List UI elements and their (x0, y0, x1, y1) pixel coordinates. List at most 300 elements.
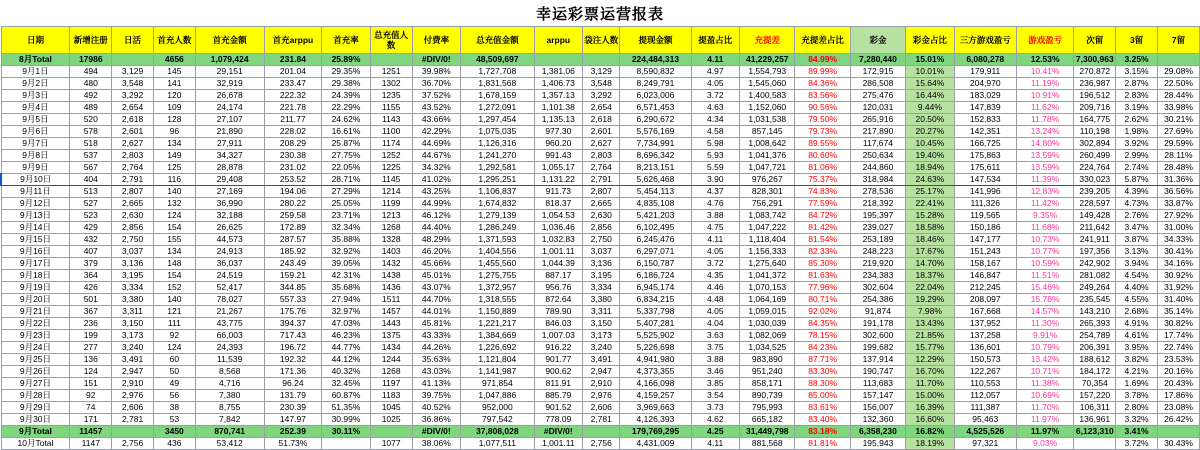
cell-caijin[interactable]: 302,600 (850, 330, 905, 342)
cell-game_win[interactable]: 14.57% (1016, 306, 1074, 318)
cell-d7[interactable]: 28.48% (1157, 162, 1199, 174)
cell-new_bet[interactable]: 567 (70, 162, 112, 174)
cell-total_charge_amount[interactable]: 1,075,035 (461, 126, 534, 138)
cell-first_charge_people[interactable]: 154 (153, 270, 195, 282)
cell-date[interactable]: 9月11日 (1, 186, 70, 198)
cell-first_charge_arppu[interactable]: 172.89 (264, 222, 322, 234)
cell-total_charge_amount[interactable]: 1,241,270 (461, 150, 534, 162)
cell-withdraw_people[interactable]: 3,311 (583, 306, 620, 318)
cell-withdraw_people[interactable]: 3,240 (583, 342, 620, 354)
cell-d7[interactable]: 31.36% (1157, 174, 1199, 186)
cell-third_game_win[interactable]: 175,611 (954, 162, 1016, 174)
cell-date[interactable]: 9月16日 (1, 246, 70, 258)
cell-first_charge_arppu[interactable]: 171.36 (264, 366, 322, 378)
cell-d3[interactable]: 4.91% (1116, 318, 1158, 330)
cell-caijin_zhan_bi[interactable]: 11.70% (906, 378, 955, 390)
cell-caijin_zhan_bi[interactable]: 18.46% (906, 234, 955, 246)
cell-withdraw_amount[interactable]: 5,407,281 (620, 318, 691, 330)
cell-withdraw_people[interactable]: 2,665 (583, 198, 620, 210)
cell-withdraw_people[interactable]: 2,807 (583, 186, 620, 198)
cell-first_charge_rate[interactable]: 23.71% (322, 210, 371, 222)
cell-d2[interactable]: 143,210 (1074, 306, 1116, 318)
cell-arppu[interactable]: 872.64 (534, 294, 583, 306)
cell-caijin[interactable]: 7,280,440 (850, 54, 905, 66)
cell-withdraw_amount[interactable]: 179,769,295 (620, 426, 691, 438)
cell-first_charge_people[interactable]: 116 (153, 174, 195, 186)
cell-withdraw_people[interactable]: 2,856 (583, 222, 620, 234)
cell-pay_rate[interactable]: 44.70% (412, 294, 461, 306)
cell-game_win[interactable]: 13.24% (1016, 126, 1074, 138)
cell-first_charge_rate[interactable]: 30.11% (322, 426, 371, 438)
cell-first_charge_arppu[interactable]: 259.58 (264, 210, 322, 222)
table-row[interactable] (1, 138, 1200, 150)
cell-withdraw_people[interactable] (583, 426, 620, 438)
cell-caijin[interactable]: 219,920 (850, 258, 905, 270)
cell-withdraw_rate[interactable]: 4.05 (691, 78, 740, 90)
cell-first_charge_rate[interactable]: 25.87% (322, 138, 371, 150)
cell-arppu[interactable]: 977.30 (534, 126, 583, 138)
cell-total_charge_people[interactable]: 1436 (370, 282, 412, 294)
cell-game_win[interactable]: 10.77% (1016, 246, 1074, 258)
cell-caijin[interactable]: 239,027 (850, 222, 905, 234)
cell-d2[interactable]: 249,264 (1074, 282, 1116, 294)
cell-game_win[interactable]: 10.71% (1016, 366, 1074, 378)
cell-third_game_win[interactable]: 141,996 (954, 186, 1016, 198)
cell-chong_ti_cha[interactable]: 1,545,060 (740, 78, 795, 90)
cell-first_charge_rate[interactable]: 32.45% (322, 378, 371, 390)
cell-first_charge_people[interactable]: 152 (153, 282, 195, 294)
cell-third_game_win[interactable]: 147,839 (954, 102, 1016, 114)
cell-first_charge_amount[interactable]: 7,380 (195, 390, 264, 402)
cell-chong_ti_cha_bi[interactable]: 85.00% (795, 390, 850, 402)
table-row[interactable] (1, 126, 1200, 138)
cell-dau[interactable] (112, 426, 154, 438)
cell-d3[interactable]: 3.95% (1116, 342, 1158, 354)
cell-first_charge_amount[interactable]: 1,079,424 (195, 54, 264, 66)
cell-d2[interactable]: 228,597 (1074, 198, 1116, 210)
cell-d3[interactable]: 3.15% (1116, 66, 1158, 78)
cell-withdraw_people[interactable]: 2,791 (583, 174, 620, 186)
cell-withdraw_amount[interactable]: 6,186,724 (620, 270, 691, 282)
cell-game_win[interactable]: 15.78% (1016, 294, 1074, 306)
cell-chong_ti_cha_bi[interactable]: 85.30% (795, 258, 850, 270)
cell-chong_ti_cha_bi[interactable]: 77.96% (795, 282, 850, 294)
cell-first_charge_amount[interactable]: 21,267 (195, 306, 264, 318)
cell-chong_ti_cha_bi[interactable]: 89.99% (795, 66, 850, 78)
cell-dau[interactable]: 2,627 (112, 138, 154, 150)
cell-chong_ti_cha[interactable]: 1,156,333 (740, 246, 795, 258)
table-row[interactable] (1, 222, 1200, 234)
table-row[interactable] (1, 246, 1200, 258)
cell-total_charge_people[interactable]: 1252 (370, 150, 412, 162)
cell-caijin_zhan_bi[interactable]: 17.67% (906, 246, 955, 258)
cell-pay_rate[interactable]: 41.13% (412, 378, 461, 390)
cell-chong_ti_cha_bi[interactable]: 83.56% (795, 90, 850, 102)
cell-pay_rate[interactable]: 34.32% (412, 162, 461, 174)
cell-arppu[interactable]: 956.76 (534, 282, 583, 294)
cell-third_game_win[interactable]: 183,029 (954, 90, 1016, 102)
cell-withdraw_people[interactable]: 2,630 (583, 210, 620, 222)
cell-withdraw_people[interactable]: 2,756 (583, 438, 620, 450)
cell-new_bet[interactable]: 513 (70, 186, 112, 198)
cell-first_charge_people[interactable]: 3450 (153, 426, 195, 438)
cell-game_win[interactable]: 11.68% (1016, 222, 1074, 234)
cell-first_charge_people[interactable]: 132 (153, 198, 195, 210)
cell-d7[interactable]: 29.59% (1157, 138, 1199, 150)
cell-total_charge_people[interactable]: 1457 (370, 306, 412, 318)
cell-caijin[interactable]: 156,007 (850, 402, 905, 414)
cell-third_game_win[interactable]: 122,267 (954, 366, 1016, 378)
cell-d3[interactable]: 4.55% (1116, 294, 1158, 306)
cell-arppu[interactable]: 1,036.46 (534, 222, 583, 234)
cell-first_charge_arppu[interactable]: 192.32 (264, 354, 322, 366)
cell-chong_ti_cha[interactable]: 1,118,404 (740, 234, 795, 246)
cell-withdraw_rate[interactable]: 4.62 (691, 414, 740, 426)
table-row[interactable] (1, 90, 1200, 102)
cell-first_charge_amount[interactable]: 27,911 (195, 138, 264, 150)
cell-first_charge_amount[interactable]: 24,174 (195, 102, 264, 114)
cell-chong_ti_cha[interactable]: 1,047,222 (740, 222, 795, 234)
cell-total_charge_amount[interactable]: 1,674,832 (461, 198, 534, 210)
cell-total_charge_amount[interactable]: 1,372,957 (461, 282, 534, 294)
cell-first_charge_rate[interactable]: 42.31% (322, 270, 371, 282)
cell-d7[interactable]: 31.92% (1157, 282, 1199, 294)
cell-arppu[interactable]: 1,357.13 (534, 90, 583, 102)
cell-withdraw_people[interactable]: 2,803 (583, 150, 620, 162)
cell-withdraw_amount[interactable]: 5,421,203 (620, 210, 691, 222)
cell-d7[interactable]: 28.44% (1157, 90, 1199, 102)
cell-pay_rate[interactable]: 41.02% (412, 174, 461, 186)
table-row[interactable] (1, 102, 1200, 114)
cell-withdraw_amount[interactable]: 3,969,663 (620, 402, 691, 414)
cell-first_charge_amount[interactable]: 53,412 (195, 438, 264, 450)
cell-new_bet[interactable]: 277 (70, 342, 112, 354)
cell-new_bet[interactable]: 11457 (70, 426, 112, 438)
cell-caijin_zhan_bi[interactable]: 24.63% (906, 174, 955, 186)
cell-withdraw_amount[interactable]: 6,023,006 (620, 90, 691, 102)
cell-caijin_zhan_bi[interactable]: 22.41% (906, 198, 955, 210)
cell-first_charge_amount[interactable]: 8,755 (195, 402, 264, 414)
cell-d2[interactable]: 260,499 (1074, 150, 1116, 162)
cell-new_bet[interactable]: 523 (70, 210, 112, 222)
cell-dau[interactable]: 2,807 (112, 186, 154, 198)
cell-pay_rate[interactable]: #DIV/0! (412, 54, 461, 66)
cell-game_win[interactable]: 13.59% (1016, 150, 1074, 162)
cell-d7[interactable]: 33.98% (1157, 102, 1199, 114)
cell-arppu[interactable]: 900.62 (534, 366, 583, 378)
cell-caijin_zhan_bi[interactable]: 18.19% (906, 438, 955, 450)
cell-pay_rate[interactable]: 44.67% (412, 150, 461, 162)
cell-caijin_zhan_bi[interactable]: 19.29% (906, 294, 955, 306)
cell-d7[interactable]: 22.50% (1157, 78, 1199, 90)
cell-total_charge_amount[interactable]: 1,047,886 (461, 390, 534, 402)
cell-arppu[interactable]: 1,001.11 (534, 246, 583, 258)
cell-d2[interactable]: 106,311 (1074, 402, 1116, 414)
cell-first_charge_people[interactable]: 134 (153, 138, 195, 150)
table-row[interactable] (1, 198, 1200, 210)
cell-d7[interactable]: 20.16% (1157, 366, 1199, 378)
cell-first_charge_rate[interactable]: 29.38% (322, 78, 371, 90)
cell-d2[interactable]: 235,545 (1074, 294, 1116, 306)
cell-caijin_zhan_bi[interactable]: 16.82% (906, 426, 955, 438)
table-row[interactable] (1, 114, 1200, 126)
cell-third_game_win[interactable]: 204,970 (954, 78, 1016, 90)
cell-withdraw_people[interactable]: 2,654 (583, 102, 620, 114)
cell-withdraw_people[interactable]: 2,764 (583, 162, 620, 174)
table-row[interactable] (1, 162, 1200, 174)
cell-first_charge_rate[interactable]: 35.88% (322, 234, 371, 246)
cell-third_game_win[interactable]: 111,387 (954, 402, 1016, 414)
cell-total_charge_people[interactable]: 1025 (370, 414, 412, 426)
cell-pay_rate[interactable]: #DIV/0! (412, 426, 461, 438)
cell-chong_ti_cha_bi[interactable]: 83.61% (795, 402, 850, 414)
cell-first_charge_rate[interactable]: 27.94% (322, 294, 371, 306)
cell-withdraw_people[interactable] (583, 54, 620, 66)
cell-total_charge_people[interactable]: 1432 (370, 258, 412, 270)
cell-caijin_zhan_bi[interactable]: 12.29% (906, 354, 955, 366)
cell-date[interactable]: 9月24日 (1, 342, 70, 354)
cell-arppu[interactable]: 960.20 (534, 138, 583, 150)
cell-d7[interactable]: 27.69% (1157, 126, 1199, 138)
cell-d2[interactable]: 239,205 (1074, 186, 1116, 198)
cell-pay_rate[interactable]: 40.52% (412, 402, 461, 414)
cell-withdraw_people[interactable]: 3,491 (583, 354, 620, 366)
cell-caijin[interactable]: 190,747 (850, 366, 905, 378)
cell-total_charge_amount[interactable]: 1,106,837 (461, 186, 534, 198)
cell-game_win[interactable]: 11.42% (1016, 198, 1074, 210)
cell-withdraw_people[interactable]: 2,947 (583, 366, 620, 378)
cell-third_game_win[interactable]: 136,601 (954, 342, 1016, 354)
cell-dau[interactable]: 3,129 (112, 66, 154, 78)
cell-first_charge_amount[interactable]: 24,393 (195, 342, 264, 354)
cell-caijin[interactable]: 91,874 (850, 306, 905, 318)
cell-pay_rate[interactable]: 35.63% (412, 354, 461, 366)
cell-total_charge_people[interactable]: 1213 (370, 210, 412, 222)
cell-withdraw_rate[interactable]: 3.75 (691, 342, 740, 354)
cell-withdraw_amount[interactable]: 8,590,832 (620, 66, 691, 78)
cell-withdraw_rate[interactable]: 4.05 (691, 306, 740, 318)
cell-caijin[interactable]: 195,943 (850, 438, 905, 450)
cell-first_charge_amount[interactable]: 34,327 (195, 150, 264, 162)
cell-first_charge_rate[interactable]: 32.92% (322, 246, 371, 258)
cell-d2[interactable]: 302,894 (1074, 138, 1116, 150)
cell-d7[interactable]: 34.16% (1157, 258, 1199, 270)
cell-third_game_win[interactable]: 137,952 (954, 318, 1016, 330)
cell-first_charge_rate[interactable]: 30.99% (322, 414, 371, 426)
cell-first_charge_people[interactable]: 148 (153, 258, 195, 270)
cell-arppu[interactable]: 818.37 (534, 198, 583, 210)
cell-new_bet[interactable]: 364 (70, 270, 112, 282)
cell-total_charge_people[interactable]: 1434 (370, 342, 412, 354)
cell-date[interactable]: 9月5日 (1, 114, 70, 126)
cell-d2[interactable]: 206,391 (1074, 342, 1116, 354)
cell-d2[interactable]: 270,872 (1074, 66, 1116, 78)
cell-pay_rate[interactable]: 45.81% (412, 318, 461, 330)
cell-dau[interactable]: 2,750 (112, 234, 154, 246)
cell-game_win[interactable]: 10.79% (1016, 342, 1074, 354)
cell-dau[interactable]: 2,756 (112, 438, 154, 450)
cell-arppu[interactable]: 778.09 (534, 414, 583, 426)
cell-d7[interactable]: 22.74% (1157, 342, 1199, 354)
cell-game_win[interactable]: 11.70% (1016, 402, 1074, 414)
cell-d3[interactable]: 4.21% (1116, 366, 1158, 378)
cell-chong_ti_cha[interactable]: 1,152,060 (740, 102, 795, 114)
cell-arppu[interactable]: 1,101.38 (534, 102, 583, 114)
cell-dau[interactable]: 3,150 (112, 318, 154, 330)
cell-d7[interactable]: 26.42% (1157, 414, 1199, 426)
cell-new_bet[interactable]: 367 (70, 306, 112, 318)
cell-total_charge_amount[interactable]: 1,384,669 (461, 330, 534, 342)
cell-caijin[interactable]: 191,178 (850, 318, 905, 330)
cell-first_charge_people[interactable]: 38 (153, 402, 195, 414)
cell-d3[interactable]: 2.76% (1116, 210, 1158, 222)
cell-withdraw_rate[interactable]: 5.59 (691, 162, 740, 174)
cell-game_win[interactable]: 14.80% (1016, 138, 1074, 150)
cell-third_game_win[interactable]: 151,243 (954, 246, 1016, 258)
cell-withdraw_rate[interactable]: 4.76 (691, 198, 740, 210)
cell-game_win[interactable]: 13.42% (1016, 354, 1074, 366)
cell-first_charge_amount[interactable]: 43,775 (195, 318, 264, 330)
cell-first_charge_rate[interactable]: 32.97% (322, 306, 371, 318)
cell-date[interactable]: 9月6日 (1, 126, 70, 138)
cell-first_charge_arppu[interactable]: 253.52 (264, 174, 322, 186)
cell-d3[interactable]: 2.99% (1116, 150, 1158, 162)
cell-withdraw_rate[interactable]: 4.97 (691, 66, 740, 78)
cell-d3[interactable]: 2.74% (1116, 162, 1158, 174)
cell-chong_ti_cha_bi[interactable]: 88.30% (795, 378, 850, 390)
cell-chong_ti_cha[interactable]: 1,070,153 (740, 282, 795, 294)
cell-date[interactable]: 9月Total (1, 426, 70, 438)
cell-date[interactable]: 9月4日 (1, 102, 70, 114)
cell-first_charge_arppu[interactable]: 196.72 (264, 342, 322, 354)
cell-first_charge_amount[interactable]: 26,625 (195, 222, 264, 234)
cell-new_bet[interactable]: 404 (70, 174, 112, 186)
cell-first_charge_people[interactable]: 50 (153, 366, 195, 378)
cell-chong_ti_cha_bi[interactable]: 84.36% (795, 78, 850, 90)
cell-first_charge_people[interactable]: 120 (153, 90, 195, 102)
cell-chong_ti_cha_bi[interactable]: 78.15% (795, 330, 850, 342)
cell-first_charge_amount[interactable]: 24,519 (195, 270, 264, 282)
cell-first_charge_arppu[interactable]: 231.02 (264, 162, 322, 174)
cell-arppu[interactable]: #DIV/0! (534, 426, 583, 438)
table-row[interactable] (1, 402, 1200, 414)
cell-date[interactable]: 9月17日 (1, 258, 70, 270)
cell-caijin[interactable]: 275,476 (850, 90, 905, 102)
cell-chong_ti_cha_bi[interactable]: 79.73% (795, 126, 850, 138)
cell-chong_ti_cha[interactable]: 983,890 (740, 354, 795, 366)
cell-withdraw_people[interactable]: 2,976 (583, 390, 620, 402)
cell-date[interactable]: 9月15日 (1, 234, 70, 246)
cell-pay_rate[interactable]: 37.52% (412, 90, 461, 102)
cell-chong_ti_cha[interactable]: 665,182 (740, 414, 795, 426)
cell-dau[interactable]: 2,976 (112, 390, 154, 402)
cell-third_game_win[interactable]: 208,097 (954, 294, 1016, 306)
cell-withdraw_amount[interactable]: 6,571,453 (620, 102, 691, 114)
cell-caijin[interactable]: 244,860 (850, 162, 905, 174)
cell-d2[interactable]: 157,220 (1074, 390, 1116, 402)
cell-first_charge_people[interactable]: 49 (153, 378, 195, 390)
cell-d2[interactable]: 242,902 (1074, 258, 1116, 270)
cell-game_win[interactable]: 9.35% (1016, 210, 1074, 222)
cell-chong_ti_cha[interactable]: 1,059,015 (740, 306, 795, 318)
cell-withdraw_amount[interactable]: 7,734,991 (620, 138, 691, 150)
cell-caijin[interactable]: 318,984 (850, 174, 905, 186)
cell-total_charge_amount[interactable]: 1,371,593 (461, 234, 534, 246)
cell-chong_ti_cha_bi[interactable]: 87.71% (795, 354, 850, 366)
cell-first_charge_rate[interactable] (322, 438, 371, 450)
cell-d7[interactable]: 34.33% (1157, 234, 1199, 246)
cell-caijin[interactable]: 253,189 (850, 234, 905, 246)
cell-withdraw_amount[interactable]: 5,454,113 (620, 186, 691, 198)
cell-withdraw_rate[interactable]: 3.85 (691, 378, 740, 390)
cell-date[interactable]: 9月2日 (1, 78, 70, 90)
cell-chong_ti_cha_bi[interactable]: 83.40% (795, 414, 850, 426)
cell-arppu[interactable]: 1,406.73 (534, 78, 583, 90)
cell-withdraw_people[interactable]: 2,606 (583, 402, 620, 414)
cell-d2[interactable]: 241,911 (1074, 234, 1116, 246)
cell-chong_ti_cha_bi[interactable]: 74.83% (795, 186, 850, 198)
cell-first_charge_arppu[interactable]: 185.92 (264, 246, 322, 258)
cell-first_charge_rate[interactable]: 32.34% (322, 222, 371, 234)
cell-dau[interactable]: 3,548 (112, 78, 154, 90)
cell-first_charge_arppu[interactable]: 147.97 (264, 414, 322, 426)
cell-first_charge_amount[interactable]: 44,573 (195, 234, 264, 246)
cell-total_charge_amount[interactable]: 1,295,251 (461, 174, 534, 186)
cell-game_win[interactable]: 11.19% (1016, 78, 1074, 90)
table-row[interactable] (1, 174, 1200, 186)
cell-total_charge_people[interactable]: 1443 (370, 318, 412, 330)
cell-arppu[interactable]: 911.73 (534, 186, 583, 198)
cell-withdraw_rate[interactable]: 5.93 (691, 150, 740, 162)
cell-total_charge_amount[interactable]: 1,150,889 (461, 306, 534, 318)
cell-d3[interactable]: 1.69% (1116, 378, 1158, 390)
cell-caijin_zhan_bi[interactable]: 14.70% (906, 258, 955, 270)
cell-arppu[interactable] (534, 54, 583, 66)
cell-chong_ti_cha[interactable]: 1,041,372 (740, 270, 795, 282)
cell-new_bet[interactable]: 171 (70, 414, 112, 426)
cell-caijin[interactable]: 199,682 (850, 342, 905, 354)
cell-arppu[interactable]: 811.91 (534, 378, 583, 390)
cell-arppu[interactable]: 789.90 (534, 306, 583, 318)
cell-new_bet[interactable]: 151 (70, 378, 112, 390)
cell-caijin_zhan_bi[interactable]: 10.01% (906, 66, 955, 78)
cell-chong_ti_cha[interactable]: 1,034,525 (740, 342, 795, 354)
cell-d7[interactable]: 30.41% (1157, 246, 1199, 258)
cell-first_charge_rate[interactable]: 35.68% (322, 282, 371, 294)
cell-game_win[interactable]: 10.73% (1016, 234, 1074, 246)
cell-arppu[interactable]: 1,007.03 (534, 330, 583, 342)
cell-d3[interactable]: 3.47% (1116, 222, 1158, 234)
cell-third_game_win[interactable]: 111,326 (954, 198, 1016, 210)
cell-game_win[interactable]: 13.59% (1016, 162, 1074, 174)
cell-total_charge_people[interactable]: 1302 (370, 78, 412, 90)
cell-withdraw_people[interactable]: 2,910 (583, 378, 620, 390)
cell-withdraw_rate[interactable]: 3.73 (691, 402, 740, 414)
cell-d2[interactable]: 188,612 (1074, 354, 1116, 366)
cell-total_charge_people[interactable]: 1145 (370, 174, 412, 186)
table-row[interactable] (1, 342, 1200, 354)
cell-first_charge_arppu[interactable]: 394.37 (264, 318, 322, 330)
cell-withdraw_people[interactable]: 3,548 (583, 78, 620, 90)
cell-first_charge_arppu[interactable]: 230.38 (264, 150, 322, 162)
cell-d2[interactable]: 236,987 (1074, 78, 1116, 90)
cell-chong_ti_cha_bi[interactable]: 81.63% (795, 270, 850, 282)
cell-withdraw_amount[interactable]: 4,126,393 (620, 414, 691, 426)
cell-withdraw_amount[interactable]: 6,150,787 (620, 258, 691, 270)
cell-dau[interactable] (112, 54, 154, 66)
cell-withdraw_rate[interactable]: 4.35 (691, 270, 740, 282)
cell-dau[interactable]: 3,380 (112, 294, 154, 306)
